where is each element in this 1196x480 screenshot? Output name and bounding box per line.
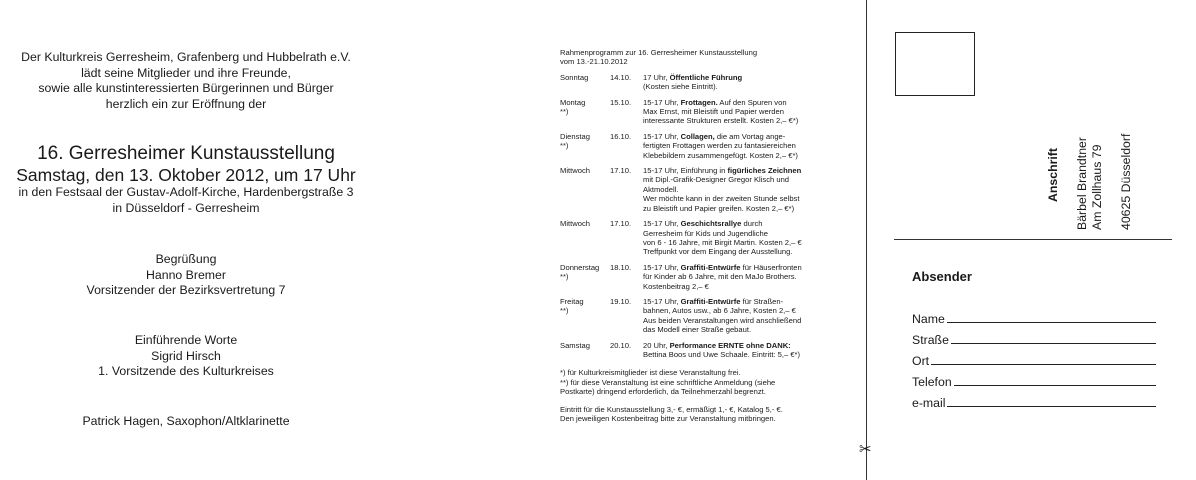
event-date: 15.10.: [610, 97, 632, 107]
event-date: 20.10.: [610, 340, 632, 350]
field-label: Straße: [912, 333, 949, 347]
field-label: Name: [912, 312, 945, 326]
event-description: [643, 341, 850, 360]
event-day: [560, 263, 610, 291]
event-date: Samstag, den 13. Oktober 2012, um 17 Uhr: [16, 165, 356, 185]
event-detail-line: Aktmodell.: [643, 184, 679, 194]
event-first-line: [643, 263, 850, 272]
event-date: 17.10.: [610, 219, 632, 229]
event-detail-line: das Modell einer Straße gebaut.: [643, 325, 752, 335]
event-detail-line: mit Dipl.-Grafik-Designer Gregor Klisch und: [643, 175, 790, 185]
event-date: 19.10.: [610, 296, 632, 306]
event-description: [643, 73, 850, 92]
invitation-intro: [0, 50, 372, 112]
event-first-line: [643, 166, 850, 175]
intro-line: lädt seine Mitglieder und ihre Freunde,: [81, 65, 291, 80]
programme-event: [560, 166, 850, 213]
event-time: 15-17 Uhr, Einführung in: [643, 166, 726, 176]
event-time: 20 Uhr,: [643, 340, 668, 350]
address-street: Am Zollhaus 79: [1090, 144, 1104, 230]
programme-event: [560, 297, 850, 335]
event-day: [560, 219, 610, 257]
programme-event: [560, 341, 850, 360]
event-description: [643, 132, 850, 160]
event-registration-mark: **): [560, 107, 569, 117]
event-description: [643, 263, 850, 291]
event-first-line: [643, 297, 850, 306]
note-line: Postkarte) dringend erforderlich, da Teilnehmerzahl begrenzt.: [560, 387, 766, 397]
cut-line: [866, 0, 867, 480]
field-line[interactable]: [931, 364, 1156, 365]
event-description: [643, 219, 850, 257]
programme-heading-line: Rahmenprogramm zur 16. Gerresheimer Kunstausstellung: [560, 48, 758, 57]
event-detail-line: Treffpunkt vor dem Eingang der Ausstellung.: [643, 247, 793, 257]
event-registration-mark: **): [560, 141, 569, 151]
intro-line: Der Kulturkreis Gerresheim, Grafenberg und Hubbelrath e.V.: [21, 50, 351, 64]
programme-event: [560, 98, 850, 126]
event-title-rest: die am Vortag ange-: [716, 131, 786, 141]
name-field[interactable]: [912, 310, 1156, 326]
programme-heading-line: vom 13.-21.10.2012: [560, 57, 628, 67]
event-day: [560, 73, 610, 92]
event-time: 15-17 Uhr,: [643, 296, 679, 306]
event-time: 17 Uhr,: [643, 72, 668, 82]
fee-line: Eintritt für die Kunstausstellung 3,- €, ermäßigt 1,- €, Katalog 5,- €.: [560, 404, 783, 414]
programme-notes: [560, 368, 850, 396]
field-line[interactable]: [947, 406, 1156, 407]
event-detail-line: interessante Strukturen erstellt. Kosten 2,– €*): [643, 116, 799, 126]
event-city: in Düsseldorf - Gerresheim: [112, 200, 260, 215]
event-day-name: Mittwoch: [560, 166, 590, 176]
event-title-rest: durch: [743, 219, 763, 229]
event-date: 17.10.: [610, 166, 632, 176]
intro-words-title: Einführende Worte: [134, 333, 238, 347]
event-detail-line: Bettina Boos und Uwe Schaale. Eintritt: 5,– €*): [643, 349, 801, 359]
event-first-line: [643, 132, 850, 141]
event-description: [643, 98, 850, 126]
event-day: [560, 166, 610, 213]
intro-line: sowie alle kunstinteressierten Bürgerinnen und Bürger: [38, 81, 334, 95]
email-field[interactable]: [912, 394, 1156, 410]
event-title: Geschichtsrallye: [680, 219, 742, 229]
event-day: [560, 341, 610, 360]
event-detail-line: Wer möchte kann in der zweiten Stunde selbst: [643, 194, 800, 204]
event-detail-line: zu Bleistift und Papier greifen. Kosten 2,– €*): [643, 203, 795, 213]
event-detail-line: Aus beiden Veranstaltungen wird anschließend: [643, 315, 802, 325]
music-block: [0, 414, 372, 430]
programme-events: [560, 73, 850, 360]
intro-words-block: [0, 333, 372, 380]
event-day-name: Montag: [560, 97, 586, 107]
greeting-title: Begrüßung: [155, 252, 217, 266]
programme-event: [560, 73, 850, 92]
event-first-line: [643, 341, 850, 350]
event-description: [643, 166, 850, 213]
event-date: 14.10.: [610, 72, 632, 82]
event-detail-line: bahnen, Autos usw., ab 6 Jahre, Kosten 2,– €: [643, 306, 796, 316]
event-day: [560, 98, 610, 126]
event-day-name: Dienstag: [560, 131, 590, 141]
event-time: 15-17 Uhr,: [643, 97, 679, 107]
event-heading: [0, 143, 372, 216]
field-label: e-mail: [912, 396, 946, 410]
postcard-divider: [894, 239, 1172, 240]
event-title-rest: für Häuserfronten: [742, 262, 802, 272]
field-line[interactable]: [947, 322, 1156, 323]
event-title: Graffiti-Entwürfe: [680, 296, 741, 306]
address-label: Anschrift: [1046, 148, 1060, 202]
event-detail-line: fertigten Frottagen werden zu fantasiereichen: [643, 141, 796, 151]
street-field[interactable]: [912, 331, 1156, 347]
programme-event: [560, 219, 850, 257]
intro-line: herzlich ein zur Eröffnung der: [105, 96, 267, 111]
event-registration-mark: **): [560, 272, 569, 282]
event-description: [643, 297, 850, 335]
fee-line: Den jeweiligen Kostenbeitrag bitte zur Veranstaltung mitbringen.: [560, 414, 776, 423]
event-title: Öffentliche Führung: [669, 72, 743, 82]
event-day-name: Donnerstag: [560, 262, 600, 272]
event-title-rest: Auf den Spuren von: [719, 97, 787, 107]
event-first-line: [643, 98, 850, 107]
address-block: [1040, 100, 1170, 230]
event-day-name: Samstag: [560, 340, 590, 350]
programme-event: [560, 263, 850, 291]
address-name: Bärbel Brandtner: [1075, 137, 1089, 230]
greeting-role: Vorsitzender der Bezirksvertretung 7: [86, 283, 286, 297]
phone-field[interactable]: [912, 373, 1156, 389]
intro-words-speaker: Sigrid Hirsch: [151, 348, 221, 363]
event-title: Frottagen.: [680, 97, 718, 107]
exhibition-title: 16. Gerresheimer Kunstausstellung: [37, 143, 335, 164]
event-day: [560, 132, 610, 160]
field-line[interactable]: [954, 385, 1156, 386]
intro-words-role: 1. Vorsitzende des Kulturkreises: [98, 364, 274, 378]
event-detail-line: von 6 - 16 Jahre, mit Birgit Martin. Kosten 2,– €: [643, 237, 802, 247]
event-title: Performance ERNTE ohne DANK:: [669, 340, 791, 350]
stamp-box: [895, 32, 975, 96]
sender-heading: Absender: [912, 269, 972, 284]
event-title: Graffiti-Entwürfe: [680, 262, 741, 272]
event-venue: in den Festsaal der Gustav-Adolf-Kirche, Hardenbergstraße 3: [18, 185, 354, 199]
programme-event: [560, 132, 850, 160]
programme-heading: [560, 48, 850, 67]
programme-fees: [560, 405, 850, 424]
event-registration-mark: **): [560, 306, 569, 316]
field-line[interactable]: [951, 343, 1156, 344]
greeting-block: [0, 252, 372, 299]
event-title-rest: für Straßen-: [742, 296, 784, 306]
event-time: 15-17 Uhr,: [643, 219, 679, 229]
field-label: Telefon: [912, 375, 952, 389]
event-time: 15-17 Uhr,: [643, 262, 679, 272]
event-first-line: [643, 219, 850, 228]
event-detail-line: Gerresheim für Kids und Jugendliche: [643, 228, 768, 238]
greeting-speaker: Hanno Bremer: [146, 267, 226, 282]
event-detail-line: Max Ernst, mit Bleistift und Papier werden: [643, 107, 784, 117]
event-first-line: [643, 73, 850, 82]
scissors-icon: ✂: [859, 441, 872, 458]
field-label: Ort: [912, 354, 930, 368]
programme-panel: [560, 48, 850, 423]
event-date: 16.10.: [610, 131, 632, 141]
event-detail-line: Klebebildern zusammengefügt. Kosten 2,– €*): [643, 150, 798, 160]
city-field[interactable]: [912, 352, 1156, 368]
event-detail-line: für Kinder ab 6 Jahre, mit den MaJo Brothers.: [643, 272, 797, 282]
event-title: figürliches Zeichnen: [727, 166, 802, 176]
event-day: [560, 297, 610, 335]
address-city: 40625 Düsseldorf: [1119, 133, 1133, 230]
event-date: 18.10.: [610, 262, 632, 272]
event-day-name: Mittwoch: [560, 219, 590, 229]
event-day-name: Sonntag: [560, 72, 589, 82]
music-performer: Patrick Hagen, Saxophon/Altklarinette: [82, 414, 290, 428]
note-line: **) für diese Veranstaltung ist eine schriftliche Anmeldung (siehe: [560, 377, 776, 387]
note-line: *) für Kulturkreismitglieder ist diese Veranstaltung frei.: [560, 368, 741, 378]
event-time: 15-17 Uhr,: [643, 131, 679, 141]
event-detail-line: Kostenbeitrag 2,– €: [643, 281, 709, 291]
event-title: Collagen,: [680, 131, 715, 141]
event-detail-line: (Kosten siehe Eintritt).: [643, 82, 718, 92]
event-day-name: Freitag: [560, 296, 584, 306]
